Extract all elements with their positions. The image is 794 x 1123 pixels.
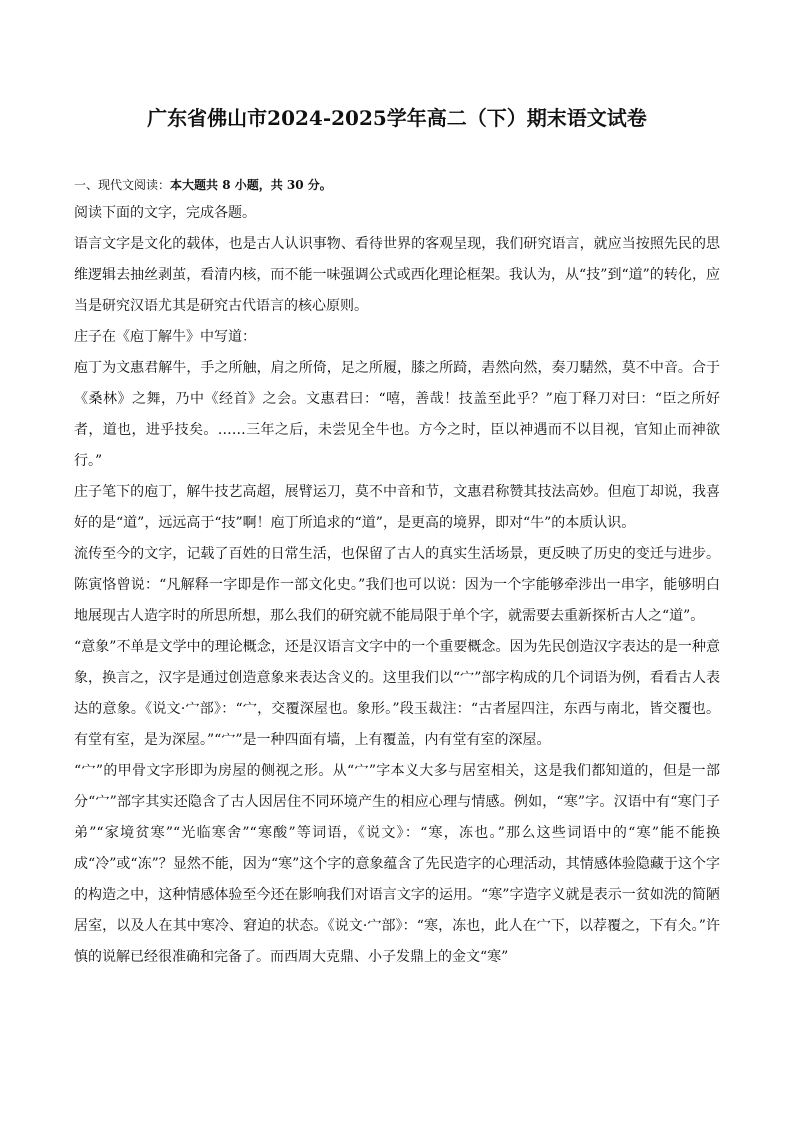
document-title: 广东省佛山市2024-2025学年高二（下）期末语文试卷: [147, 106, 647, 130]
body-paragraph: 庄子在《庖丁解牛》中写道：: [74, 329, 256, 345]
section-heading-prefix: 一、现代文阅读：: [74, 178, 171, 192]
section-heading: [74, 172, 720, 198]
body-paragraph: “意象”不单是文学中的理论概念，还是汉语言文字中的一个重要概念。因为先民创造汉字表达的是一种意象，换言之，汉字是通过创造意象来表达含义的。这里我们以“宀”部字构成的几个词语为例，看看古人表达的意象。《说文·宀部》：“宀，交覆深屋也。象形。”段玉裁注：“古者屋四注，东西与南北，皆交覆也。有堂有室，是为深屋。”“宀”是一种四面有墙，上有覆盖，内有堂有室的深屋。: [74, 639, 720, 748]
body-paragraph: 语言文字是文化的载体，也是古人认识事物、看待世界的客观呈现，我们研究语言，就应当按照先民的思维逻辑去抽丝剥茧，看清内核，而不能一味强调公式或西化理论框架。我认为，从“技”到“道”的转化，应当是研究汉语尤其是研究古代语言的核心原则。: [74, 236, 720, 314]
body-paragraph: “宀”的甲骨文字形即为房屋的侧视之形。从“宀”字本义大多与居室相关，这是我们都知道的，但是一部分“宀”部字其实还隐含了古人因居住不同环境产生的相应心理与情感。例如，“寒”字。汉语中有“寒门子弟”“家境贫寒”“光临寒舍”“寒酸”等词语，《说文》：“寒，冻也。”那么这些词语中的“寒”能不能换成“冷”或“冻”？显然不能，因为“寒”这个字的意象蕴含了先民造字的心理活动，其情感体验隐藏于这个字的构造之中，这种情感体验至今还在影响我们对语言文字的运用。“寒”字造字义就是表示一贫如洗的简陋居室，以及人在其中寒冷、窘迫的状态。《说文·宀部》：“寒，冻也，此人在宀下，以荐覆之，下有仌。”许慎的说解已经很准确和完备了。而西周大克鼎、小子发鼎上的金文“寒”: [74, 763, 720, 965]
instruction-paragraph: 阅读下面的文字，完成各题。: [74, 205, 256, 221]
document-page: [74, 100, 720, 973]
section-heading-detail: 本大题共 8 小题，共 30 分。: [170, 178, 332, 192]
body-paragraph: 庄子笔下的庖丁，解牛技艺高超，展臂运刀，莫不中音和节，文惠君称赞其技法高妙。但庖丁却说，我喜好的是“道”，远远高于“技”啊！庖丁所追求的“道”，是更高的境界，即对“牛”的本质认识。: [74, 484, 720, 531]
body-paragraph: 流传至今的文字，记载了百姓的日常生活，也保留了古人的真实生活场景，更反映了历史的变迁与进步。陈寅恪曾说：“凡解释一字即是作一部文化史。”我们也可以说：因为一个字能够牵涉出一串字，能够明白地展现古人造字时的所思所想，那么我们的研究就不能局限于单个字，就需要去重新探析古人之“道”。: [74, 546, 720, 624]
quotation-paragraph: 庖丁为文惠君解牛，手之所触，肩之所倚，足之所履，膝之所踦，砉然向然，奏刀騞然，莫不中音。合于《桑林》之舞，乃中《经首》之会。文惠君曰：“嘻，善哉！技盖至此乎？”庖丁释刀对曰：“臣之所好者，道也，进乎技矣。……三年之后，未尝见全牛也。方今之时，臣以神遇而不以目视，官知止而神欲行。”: [74, 360, 720, 469]
